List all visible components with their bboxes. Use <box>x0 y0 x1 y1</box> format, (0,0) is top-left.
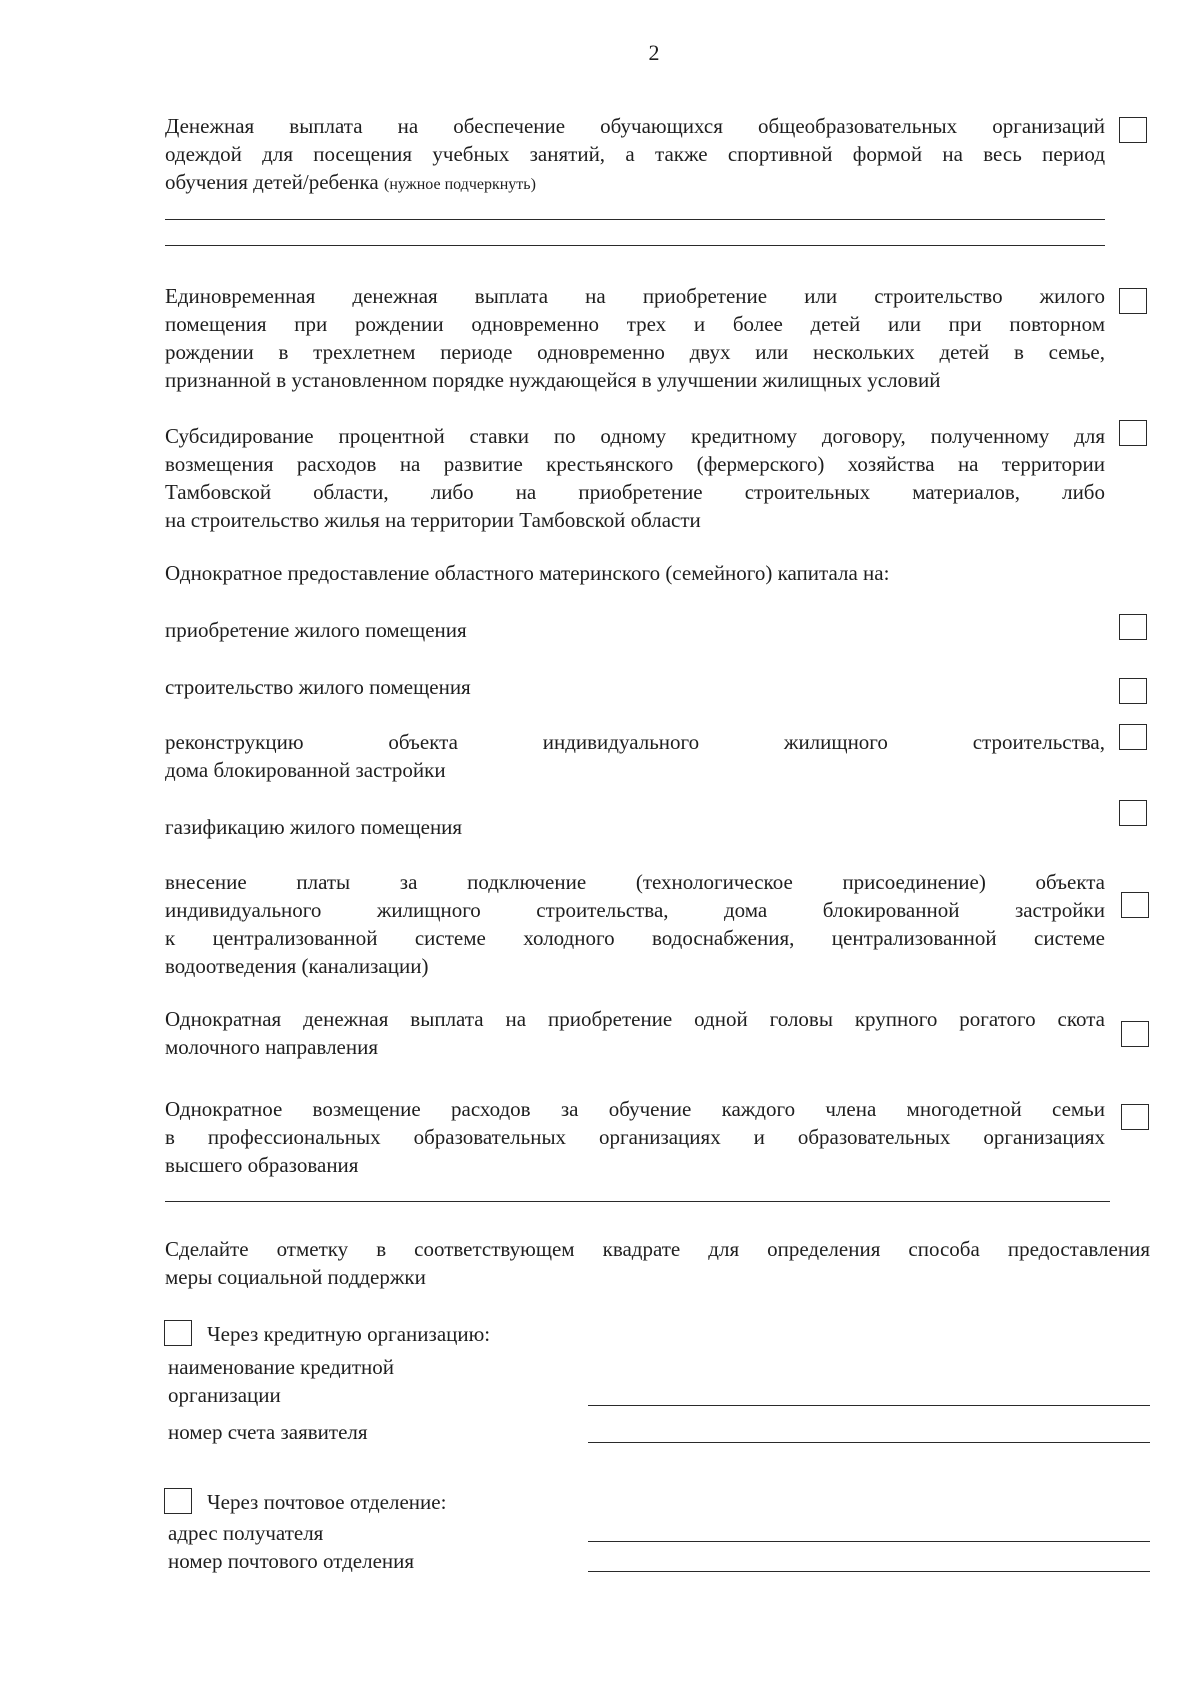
credit-organization-checkbox[interactable] <box>164 1320 192 1346</box>
bank-name-field-label-2: организации <box>168 1383 281 1407</box>
housing-payment-checkbox[interactable] <box>1119 288 1147 314</box>
uniform-underline-1[interactable] <box>165 219 1105 220</box>
uniform-underline-2[interactable] <box>165 245 1105 246</box>
construction-checkbox[interactable] <box>1119 678 1147 704</box>
uniform-payment-checkbox[interactable] <box>1119 117 1147 143</box>
housing-payment-text: Единовременная денежная выплата на приобретение или строительство жилого помещения при рождении одновременно трех и более детей или при повторном рождении в трехлетнем периоде одновременно двух или нескольких детей в семье, признанной в установленном порядке нуждающейся в улучшении жилищных условий <box>165 284 1105 392</box>
post-office-checkbox[interactable] <box>164 1488 192 1514</box>
credit-organization-label: Через кредитную организацию: <box>207 1322 491 1346</box>
construction-label: строительство жилого помещения <box>165 675 471 699</box>
recipient-address-field-label: адрес получателя <box>168 1521 324 1545</box>
reconstruction-text: реконструкцию объекта индивидуального жилищного строительства, дома блокированной застройки <box>165 730 1105 782</box>
gasification-label: газификацию жилого помещения <box>165 815 463 839</box>
section-divider <box>165 1201 1110 1202</box>
bank-name-field-label-1: наименование кредитной <box>168 1355 394 1379</box>
gasification-checkbox[interactable] <box>1119 800 1147 826</box>
connection-fee-text: внесение платы за подключение (технологическое присоединение) объекта индивидуального жилищного строительства, дома блокированной застройки к централизованной системе холодного водоснабжения, централизованной системе водоотведения (канализации) <box>165 870 1105 978</box>
education-refund-text: Однократное возмещение расходов за обучение каждого члена многодетной семьи в профессиональных образовательных организациях и образовательных организациях высшего образования <box>165 1097 1105 1177</box>
recipient-address-input-line[interactable] <box>588 1541 1150 1542</box>
method-instruction-text: Сделайте отметку в соответствующем квадрате для определения способа предоставления меры социальной поддержки <box>165 1237 1150 1289</box>
uniform-note: (нужное подчеркнуть) <box>383 176 536 193</box>
connection-fee-checkbox[interactable] <box>1121 892 1149 918</box>
page-number: 2 <box>648 40 660 65</box>
reconstruction-checkbox[interactable] <box>1119 724 1147 750</box>
cattle-payment-checkbox[interactable] <box>1121 1021 1149 1047</box>
uniform-payment-text: Денежная выплата на обеспечение обучающихся общеобразовательных организаций одеждой для посещения учебных занятий, а также спортивной формой на весь период обучения детей/ребенка (нужное подчеркнуть) <box>165 114 1105 194</box>
interest-subsidy-text: Субсидирование процентной ставки по одному кредитному договору, полученному для возмещения расходов на развитие крестьянского (фермерского) хозяйства на территории Тамбовской области, либо на приобретение строительных материалов, либо на строительство жилья на территории Тамбовской области <box>165 424 1105 532</box>
account-number-input-line[interactable] <box>588 1442 1150 1443</box>
post-office-number-input-line[interactable] <box>588 1571 1150 1572</box>
education-refund-checkbox[interactable] <box>1121 1104 1149 1130</box>
account-number-field-label: номер счета заявителя <box>168 1420 368 1444</box>
purchase-housing-checkbox[interactable] <box>1119 614 1147 640</box>
post-office-number-field-label: номер почтового отделения <box>168 1549 415 1573</box>
interest-subsidy-checkbox[interactable] <box>1119 420 1147 446</box>
purchase-housing-label: приобретение жилого помещения <box>165 618 467 642</box>
cattle-payment-text: Однократная денежная выплата на приобретение одной головы крупного рогатого скота молочного направления <box>165 1007 1105 1059</box>
bank-name-input-line[interactable] <box>588 1405 1150 1406</box>
maternity-capital-heading: Однократное предоставление областного материнского (семейного) капитала на: <box>165 561 890 585</box>
post-office-label: Через почтовое отделение: <box>207 1490 447 1514</box>
